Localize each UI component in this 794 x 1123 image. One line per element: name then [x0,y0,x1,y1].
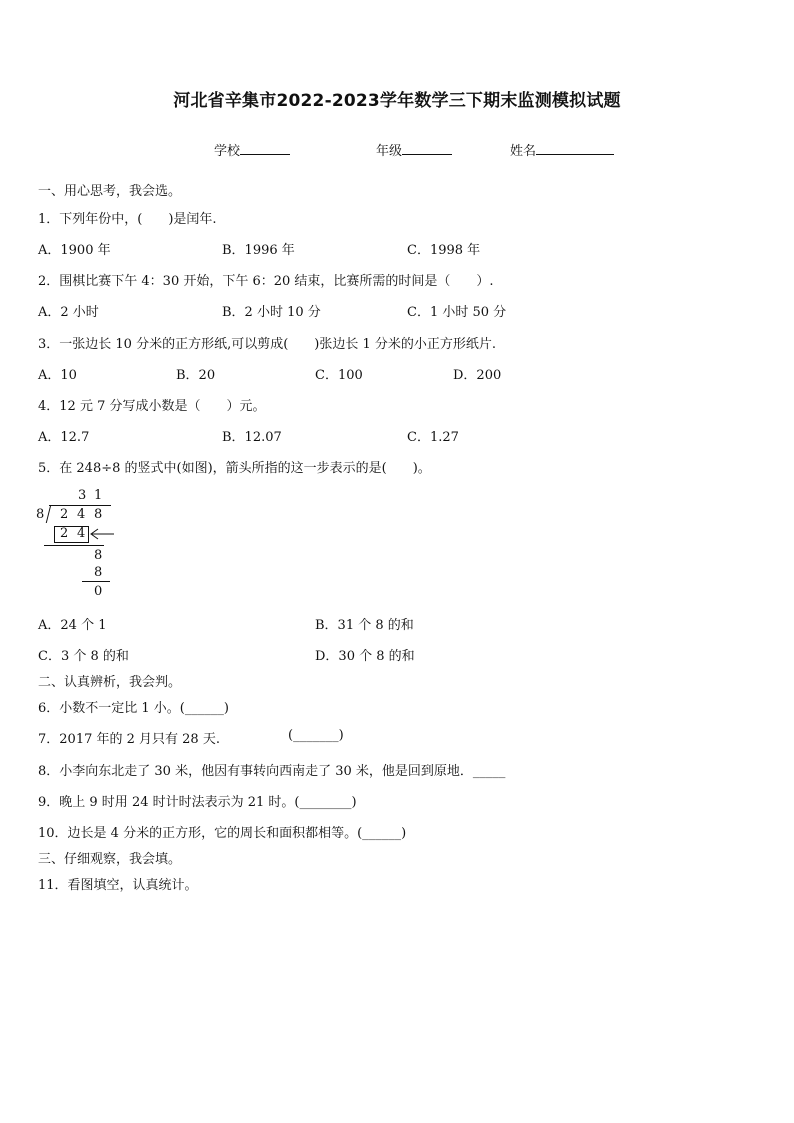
q5-option-c: C．3 个 8 的和 [38,649,129,664]
name-blank [536,153,614,155]
page-title: 河北省辛集市2022-2023学年数学三下期末监测模拟试题 [173,91,621,111]
section1-heading: 一、用心思考，我会选。 [38,184,182,199]
q8-text: 8．小李向东北走了 30 米，他因有事转向西南走了 30 米，他是回到原地．_____ [38,764,506,779]
q7-text: 7．2017 年的 2 月只有 28 天. [38,732,220,747]
q2-option-a: A．2 小时 [38,305,99,320]
q6-text: 6．小数不一定比 1 小。(______) [38,701,229,716]
step2-value: 8 [94,565,103,580]
q4-option-c: C．1.27 [407,430,459,445]
grade-blank [402,153,452,155]
dividend-digit-8: 8 [94,507,103,522]
long-division-diagram [36,486,136,602]
q2-text: 2．围棋比赛下午 4：30 开始，下午 6：20 结束，比赛所需的时间是（ ）. [38,274,494,289]
final-remainder: 0 [94,584,103,599]
section2-heading: 二、认真辨析，我会判。 [38,675,182,690]
quotient-digit-1: 1 [94,488,103,503]
grade-label: 年级 [376,144,403,159]
q5-option-a: A．24 个 1 [38,618,107,633]
name-field [510,140,614,159]
q3-option-c: C．100 [315,368,363,383]
school-blank [240,153,290,155]
q10-text: 10．边长是 4 分米的正方形，它的周长和面积都相等。(______) [38,826,407,841]
q3-option-b: B．20 [176,368,216,383]
name-label: 姓名 [510,144,537,159]
step1-digit-2: 2 [60,526,69,541]
q1-option-a: A．1900 年 [38,243,111,258]
left-arrow-icon [89,528,115,540]
q4-option-b: B．12.07 [222,430,282,445]
dividend-digit-4: 4 [77,507,86,522]
q3-text: 3．一张边长 10 分米的正方形纸,可以剪成( )张边长 1 分米的小正方形纸片. [38,337,497,352]
quotient-digit-3: 3 [78,488,87,503]
q4-option-a: A．12.7 [38,430,90,445]
q11-text: 11．看图填空，认真统计。 [38,878,198,893]
division-bracket [46,505,51,523]
dividend-digit-2: 2 [60,507,69,522]
q1-option-b: B．1996 年 [222,243,295,258]
q2-option-b: B．2 小时 10 分 [222,305,321,320]
school-label: 学校 [214,144,241,159]
q7-answer-blank: (_______) [288,728,344,743]
remainder-1: 8 [94,548,103,563]
q5-option-d: D．30 个 8 的和 [315,649,415,664]
q9-text: 9．晚上 9 时用 24 时计时法表示为 21 时。(________) [38,795,357,810]
q3-option-d: D．200 [453,368,502,383]
division-top-rule [49,505,111,506]
division-rule-1 [44,545,104,546]
step1-digit-4: 4 [77,526,86,541]
section3-heading: 三、仔细观察，我会填。 [38,852,182,867]
q5-option-b: B．31 个 8 的和 [315,618,414,633]
q4-text: 4．12 元 7 分写成小数是（ ）元。 [38,399,266,414]
q1-text: 1．下列年份中，( )是闰年. [38,212,217,227]
grade-field [376,140,452,159]
divisor: 8 [36,507,45,522]
q5-text: 5．在 248÷8 的竖式中(如图)，箭头所指的这一步表示的是( )。 [38,461,431,476]
q2-option-c: C．1 小时 50 分 [407,305,507,320]
q3-option-a: A．10 [38,368,77,383]
q1-option-c: C．1998 年 [407,243,481,258]
school-field [214,140,290,159]
division-rule-2 [82,581,110,582]
